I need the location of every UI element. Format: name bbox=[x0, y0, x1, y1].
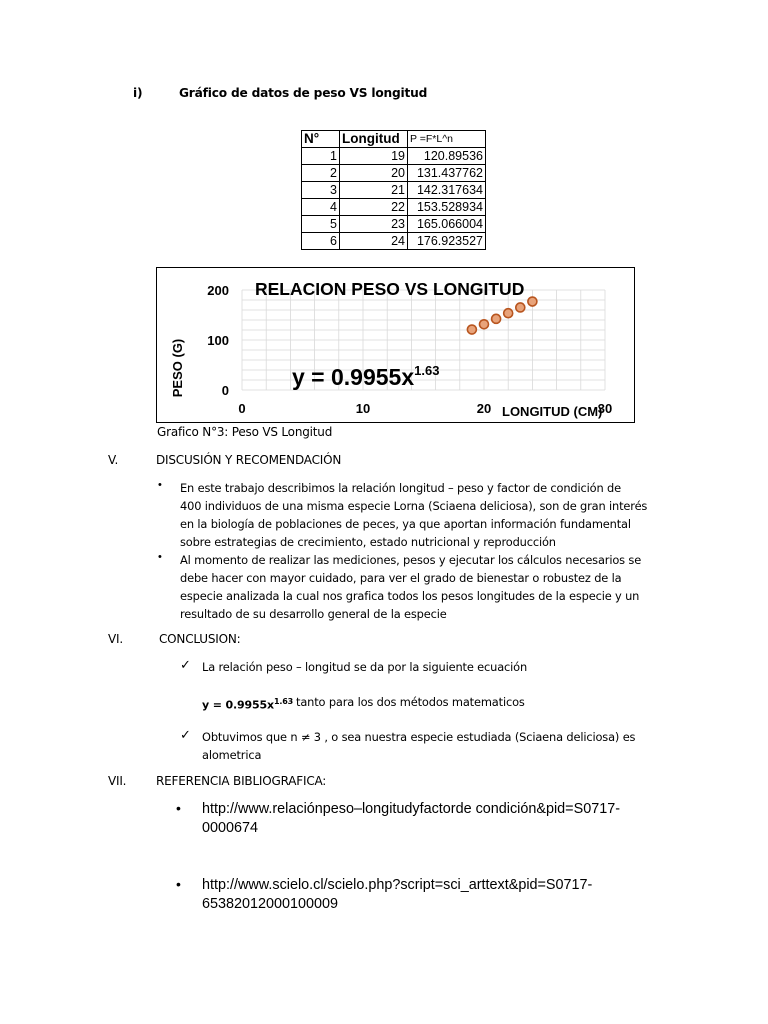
table-cell: 23 bbox=[340, 216, 408, 233]
table-cell: 20 bbox=[340, 165, 408, 182]
table-header-row bbox=[302, 131, 486, 148]
bullet-icon: • bbox=[176, 876, 181, 892]
table-cell: 1 bbox=[302, 148, 340, 165]
scatter-chart bbox=[157, 268, 633, 421]
reference-link-line: 0000674 bbox=[202, 820, 259, 836]
table-cell: 3 bbox=[302, 182, 340, 199]
checkmark-icon: ✓ bbox=[180, 657, 191, 672]
paragraph-line: sobre estrategias de crecimiento, estado nutricional y reproducción bbox=[180, 535, 556, 549]
section-vii-number: VII. bbox=[108, 774, 127, 788]
data-table bbox=[301, 130, 486, 250]
heading-marker: i) bbox=[133, 86, 143, 100]
x-tick-label: 30 bbox=[597, 401, 613, 416]
data-point bbox=[504, 309, 513, 318]
table-cell: 2 bbox=[302, 165, 340, 182]
paragraph-2 bbox=[180, 551, 641, 623]
section-vi-number: VI. bbox=[108, 632, 123, 646]
table-row bbox=[302, 165, 486, 182]
x-tick-label: 20 bbox=[476, 401, 492, 416]
conclusion-equation bbox=[202, 693, 293, 715]
table-header-n: N° bbox=[302, 131, 340, 148]
y-ticks bbox=[207, 283, 229, 398]
paragraph-line: 400 individuos de una misma especie Lorna (Sciaena deliciosa), son de gran interés bbox=[180, 499, 648, 513]
table-cell: 142.317634 bbox=[408, 182, 486, 199]
chart-title: RELACION PESO VS LONGITUD bbox=[255, 279, 525, 299]
data-point bbox=[492, 314, 501, 323]
conclusion-equation-tail: tanto para los dos métodos matematicos bbox=[296, 695, 525, 709]
y-tick-label: 200 bbox=[207, 283, 229, 298]
reference-link-line: http://www.relaciónpeso–longitudyfactorde condición&pid=S0717- bbox=[202, 801, 620, 817]
section-vii-title: REFERENCIA BIBLIOGRAFICA: bbox=[156, 774, 327, 788]
chart-equation-exp: 1.63 bbox=[414, 363, 440, 378]
table-row bbox=[302, 233, 486, 250]
section-v-title: DISCUSIÓN Y RECOMENDACIÓN bbox=[156, 453, 342, 467]
y-axis-label: PESO (G) bbox=[170, 338, 185, 398]
y-tick-label: 0 bbox=[221, 383, 229, 398]
x-tick-label: 0 bbox=[238, 401, 246, 416]
chart-points bbox=[467, 297, 537, 334]
paragraph-line: En este trabajo describimos la relación longitud – peso y factor de condición de bbox=[180, 481, 621, 495]
y-tick-label: 100 bbox=[207, 333, 229, 348]
equation-exponent: 1.63 bbox=[273, 697, 294, 706]
table-cell: 120.89536 bbox=[408, 148, 486, 165]
reference-link-line: 65382012000100009 bbox=[202, 896, 339, 912]
reference-link-line: http://www.scielo.cl/scielo.php?script=sci_arttext&pid=S0717- bbox=[202, 877, 593, 893]
table-cell: 21 bbox=[340, 182, 408, 199]
data-point bbox=[467, 325, 476, 334]
table-header-longitud: Longitud bbox=[340, 131, 408, 148]
table-cell: 24 bbox=[340, 233, 408, 250]
table-cell: 22 bbox=[340, 199, 408, 216]
reference-1[interactable] bbox=[202, 800, 620, 838]
conclusion-line-1: La relación peso – longitud se da por la siguiente ecuación bbox=[202, 660, 528, 674]
chart-equation-base: y = 0.9955x bbox=[292, 364, 415, 390]
data-point bbox=[480, 320, 489, 329]
chart-equation bbox=[292, 363, 439, 390]
table-cell: 131.437762 bbox=[408, 165, 486, 182]
bullet-icon: • bbox=[158, 479, 162, 491]
table-cell: 176.923527 bbox=[408, 233, 486, 250]
checkmark-icon: ✓ bbox=[180, 727, 191, 742]
paragraph-line: Al momento de realizar las mediciones, pesos y ejecutar los cálculos necesarios se bbox=[180, 553, 642, 567]
paragraph-line: en la biología de poblaciones de peces, ya que aportan información fundamental bbox=[180, 517, 631, 531]
section-v-number: V. bbox=[108, 453, 119, 467]
table-cell: 165.066004 bbox=[408, 216, 486, 233]
table-cell: 19 bbox=[340, 148, 408, 165]
table-row bbox=[302, 216, 486, 233]
table-cell: 5 bbox=[302, 216, 340, 233]
paragraph-line: resultado de su desarrollo general de la especie bbox=[180, 607, 447, 621]
paragraph-line: Obtuvimos que n ≠ 3 , o sea nuestra especie estudiada (Sciaena deliciosa) es bbox=[202, 730, 636, 744]
table-cell: 6 bbox=[302, 233, 340, 250]
table-cell: 4 bbox=[302, 199, 340, 216]
heading-title: Gráfico de datos de peso VS longitud bbox=[179, 86, 428, 100]
bullet-icon: • bbox=[158, 551, 162, 563]
reference-2[interactable] bbox=[202, 876, 592, 914]
equation-base: y = 0.9955x bbox=[202, 698, 274, 712]
figure-caption: Grafico N°3: Peso VS Longitud bbox=[157, 425, 333, 439]
x-tick-label: 10 bbox=[355, 401, 371, 416]
paragraph-1 bbox=[180, 479, 647, 551]
table-header-peso: P =F*L^n bbox=[408, 131, 486, 148]
table-row bbox=[302, 148, 486, 165]
data-point bbox=[516, 303, 525, 312]
paragraph-line: debe hacer con mayor cuidado, para ver el grado de bienestar o robustez de la bbox=[180, 571, 622, 585]
table-row bbox=[302, 182, 486, 199]
table-cell: 153.528934 bbox=[408, 199, 486, 216]
data-point bbox=[528, 297, 537, 306]
bullet-icon: • bbox=[176, 800, 181, 816]
paragraph-line: alometrica bbox=[202, 748, 262, 762]
x-axis-label: LONGITUD (CM) bbox=[502, 404, 603, 419]
chart-frame bbox=[156, 267, 635, 423]
paragraph-line: especie analizada la cual nos grafica todos los pesos longitudes de la especie y un bbox=[180, 589, 640, 603]
section-vi-title: CONCLUSION: bbox=[159, 632, 241, 646]
conclusion-line-2 bbox=[202, 728, 635, 764]
table-row bbox=[302, 199, 486, 216]
